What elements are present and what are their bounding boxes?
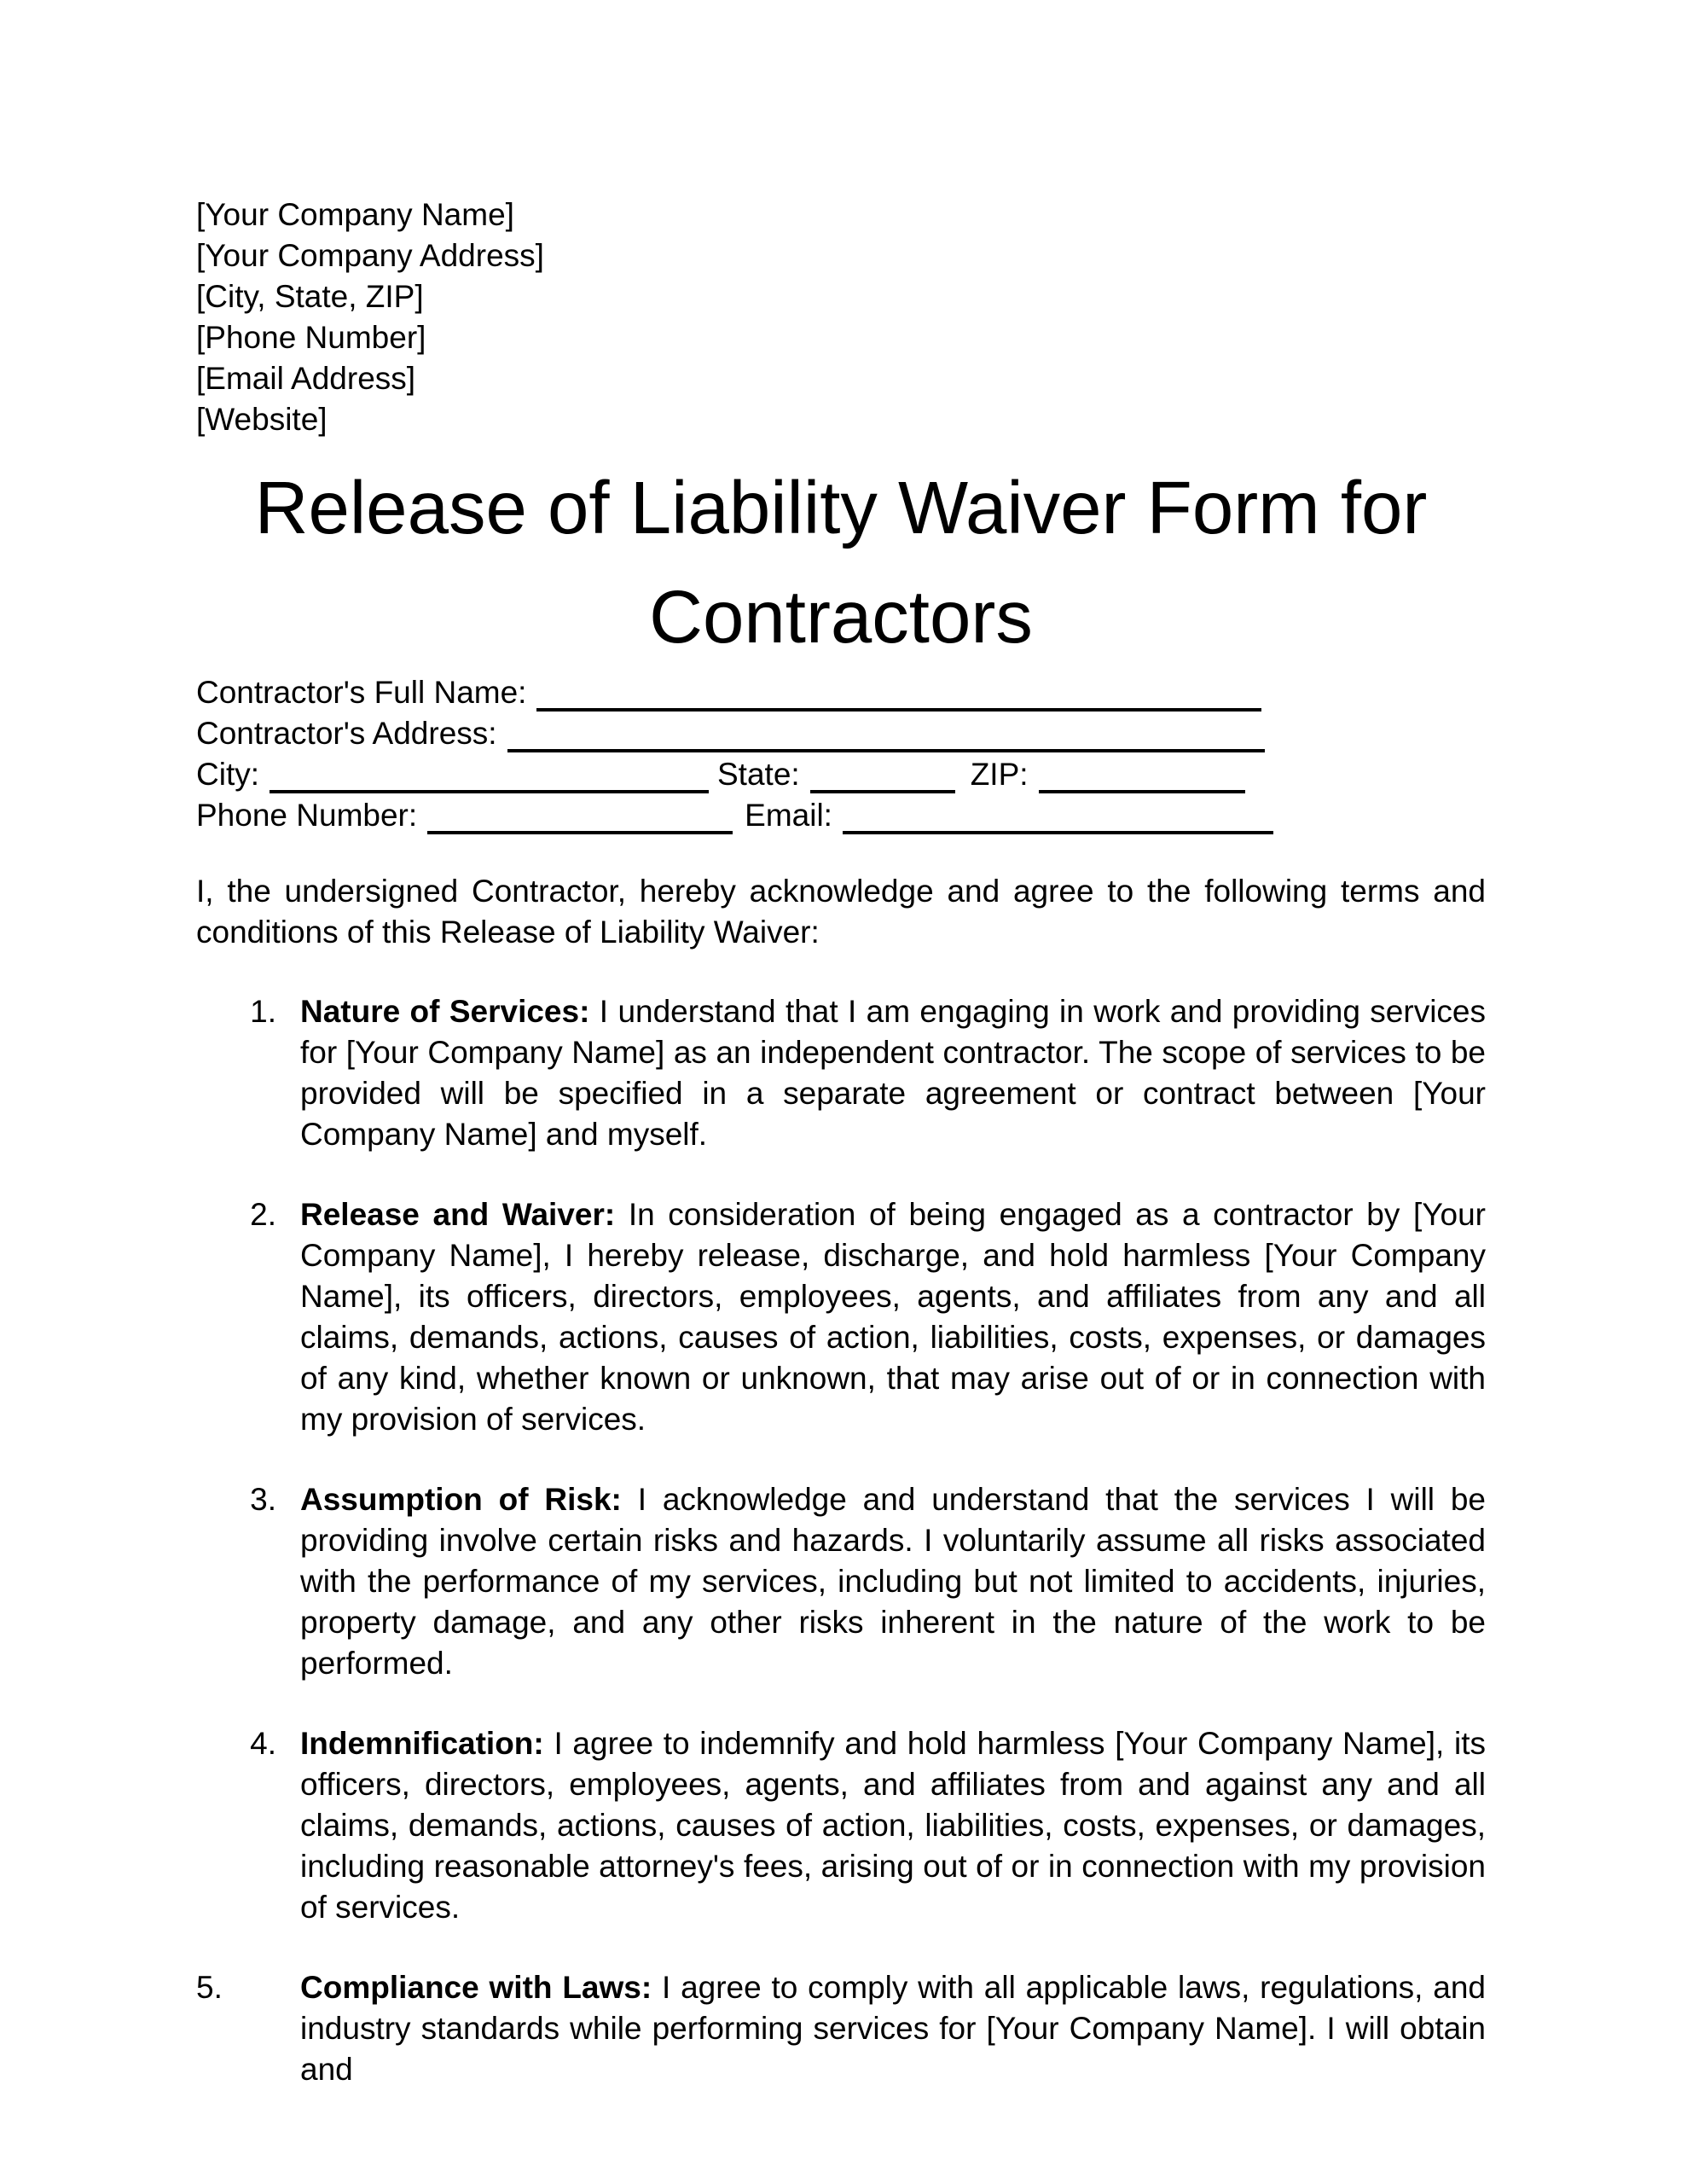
form-row-full-name: [196, 672, 1486, 713]
state-label: State:: [717, 757, 800, 792]
term-number: 5.: [196, 1970, 223, 2005]
term-item-assumption-of-risk: [196, 1479, 1486, 1684]
email-label: Email:: [745, 798, 832, 833]
zip-label: ZIP:: [970, 757, 1029, 792]
terms-list: [196, 991, 1486, 2090]
term-heading: Assumption of Risk:: [300, 1482, 622, 1517]
email-blank-field[interactable]: [843, 831, 1273, 834]
term-item-release-and-waiver: [196, 1194, 1486, 1440]
term-heading: Release and Waiver:: [300, 1197, 616, 1232]
company-info-block: [196, 195, 1486, 440]
contractor-info-form: [196, 672, 1486, 836]
term-item-nature-of-services: [196, 991, 1486, 1155]
form-row-city-state-zip: [196, 754, 1486, 795]
phone-label: Phone Number:: [196, 798, 418, 833]
term-number: 4.: [250, 1726, 276, 1761]
company-info-line: [Your Company Address]: [196, 238, 544, 273]
term-heading: Nature of Services:: [300, 994, 590, 1029]
term-number: 3.: [250, 1482, 276, 1517]
city-blank-field[interactable]: [270, 790, 709, 793]
company-info-line: [Phone Number]: [196, 320, 426, 355]
term-body: I agree to comply with all applicable laws, regulations, and industry standards while performing services for [Your Company Name]. I will obtain and: [300, 1970, 1486, 2087]
term-heading: Indemnification:: [300, 1726, 544, 1761]
phone-blank-field[interactable]: [427, 831, 733, 834]
zip-blank-field[interactable]: [1039, 790, 1245, 793]
term-heading: Compliance with Laws:: [300, 1970, 652, 2005]
address-blank-field[interactable]: [507, 749, 1265, 752]
company-info-line: [Your Company Name]: [196, 197, 514, 232]
company-info-line: [City, State, ZIP]: [196, 279, 424, 314]
term-body: I acknowledge and understand that the services I will be providing involve certain risks and hazards. I voluntarily assume all risks associated with the performance of my services, including but not limited to accidents, injuries, property damage, and any other risks inherent in the nature of the work to be performed.: [300, 1482, 1487, 1681]
term-number: 1.: [250, 994, 276, 1029]
form-row-phone-email: [196, 795, 1486, 836]
form-row-address: [196, 713, 1486, 754]
term-body: I understand that I am engaging in work and providing services for [Your Company Name] as an independent contractor. The scope of services to be provided will be specified in a separate agreement or contract between [Your Company Name] and myself.: [300, 994, 1487, 1152]
term-body: In consideration of being engaged as a contractor by [Your Company Name], I hereby release, discharge, and hold harmless [Your Company Name], its officers, directors, employees, agents, and affiliates from any and all claims, demands, actions, causes of action, liabilities, costs, expenses, or damages of any kind, whether known or unknown, that may arise out of or in connection with my provision of services.: [300, 1197, 1487, 1437]
state-blank-field[interactable]: [810, 790, 955, 793]
company-info-line: [Email Address]: [196, 361, 416, 396]
intro-paragraph: I, the undersigned Contractor, hereby acknowledge and agree to the following terms and conditions of this Release of Liability Waiver:: [196, 874, 1486, 950]
document-title: Release of Liability Waiver Form for Contractors: [254, 467, 1428, 659]
term-item-indemnification: [196, 1723, 1486, 1928]
term-body: I agree to indemnify and hold harmless [Your Company Name], its officers, directors, employees, agents, and affiliates from and against any and all claims, demands, actions, causes of action, liabilities, costs, expenses, or damages, including reasonable attorney's fees, arising out of or in connection with my provision of services.: [300, 1726, 1486, 1925]
term-item-compliance-with-laws: [196, 1967, 1486, 2090]
address-label: Contractor's Address:: [196, 716, 497, 751]
term-number: 2.: [250, 1197, 276, 1232]
full-name-blank-field[interactable]: [536, 708, 1261, 712]
company-info-line: [Website]: [196, 402, 328, 437]
city-label: City:: [196, 757, 259, 792]
full-name-label: Contractor's Full Name:: [196, 675, 527, 710]
